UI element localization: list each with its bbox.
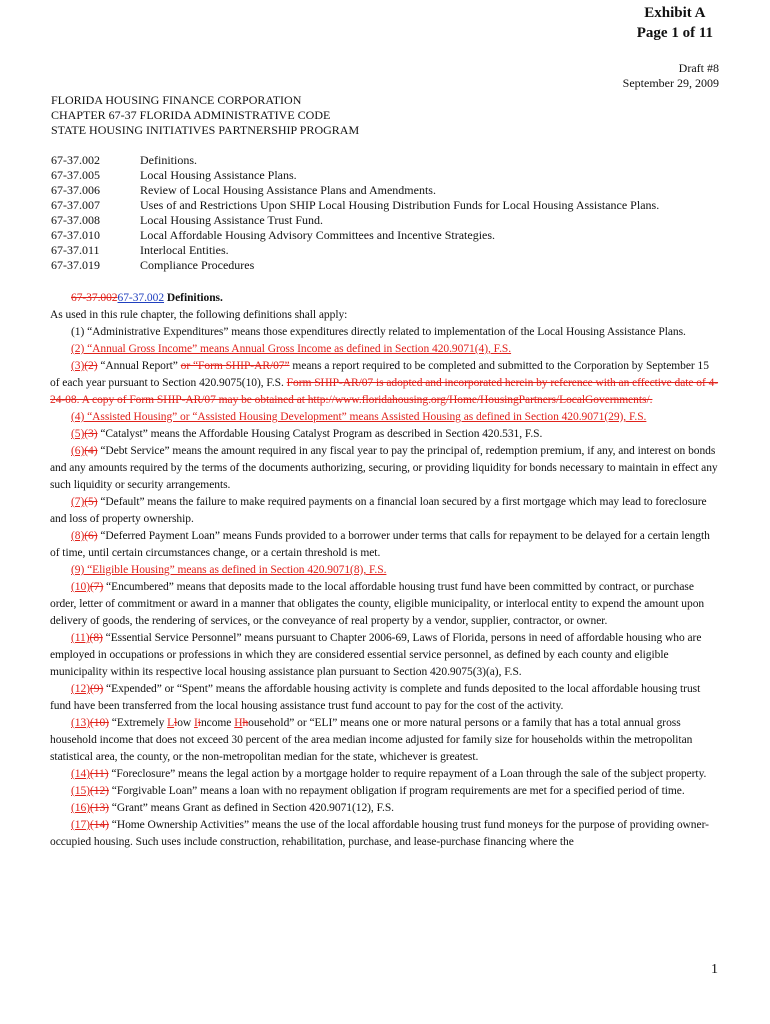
definition-13: [50, 715, 720, 766]
toc-title: Local Housing Assistance Trust Fund.: [140, 213, 324, 227]
added-number: (5): [71, 428, 85, 440]
toc-number: 67-37.007: [51, 198, 100, 212]
definition-14: [50, 766, 720, 783]
toc-title: Definitions.: [140, 153, 197, 167]
header-line-2: CHAPTER 67-37 FLORIDA ADMINISTRATIVE CODE: [51, 108, 331, 122]
definition-4-text: (4) “Assisted Housing” or “Assisted Housing Development” means Assisted Housing as defined in Section 420.9071(29), F.S.: [71, 411, 647, 423]
draft-number: Draft #8: [678, 61, 719, 75]
toc-title: Interlocal Entities.: [140, 243, 229, 257]
deleted-number: (9): [89, 683, 104, 695]
deleted-number: (11): [89, 768, 109, 780]
definition-12: [50, 681, 720, 715]
definition-text: “Foreclosure” means the legal action by a mortgage holder to require repayment of a Loan through the sale of the subject property.: [108, 768, 707, 780]
deleted-letter: i: [197, 717, 201, 729]
definition-text: ncome: [200, 717, 235, 729]
definition-7: [50, 494, 720, 528]
document-header: [51, 93, 359, 138]
definition-text: means a report required to be completed and submitted to the Corporation by September 15 of each year pursuant to Section 420.9075(10), F.S.: [50, 360, 709, 389]
added-number: (11): [71, 632, 90, 644]
toc-row: [51, 183, 659, 198]
toc-number: 67-37.010: [51, 228, 100, 242]
definition-5: [50, 426, 720, 443]
definition-16: [50, 800, 720, 817]
toc-row: [51, 153, 659, 168]
definition-text: “Extremely: [108, 717, 168, 729]
toc-row: [51, 228, 659, 243]
definition-text: “Encumbered” means that deposits made to the local affordable housing trust fund have been committed by contract, or purchase order, letter of commitment or award in a manner that obligates the county, eligible municipality, or interlocal entity to expend the amount upon delivery of goods, the rendering of services, or the conveyance of real property by a vendor, supplier, contractor, or owner.: [50, 581, 705, 627]
deleted-number: (14): [89, 819, 109, 831]
definition-15: [50, 783, 720, 800]
header-line-3: STATE HOUSING INITIATIVES PARTNERSHIP PROGRAM: [51, 123, 360, 137]
definition-4: [50, 409, 720, 426]
toc-title: Uses of and Restrictions Upon SHIP Local Housing Distribution Funds for Local Housing Assistance Plans.: [140, 198, 660, 212]
toc-title: Compliance Procedures: [140, 258, 255, 272]
definition-11: [50, 630, 720, 681]
toc-number: 67-37.019: [51, 258, 100, 272]
deleted-letter: l: [174, 717, 178, 729]
toc-row: [51, 258, 659, 273]
definition-17: [50, 817, 720, 851]
toc-number: 67-37.011: [51, 243, 100, 257]
toc-title: Review of Local Housing Assistance Plans and Amendments.: [140, 183, 436, 197]
toc-row: [51, 243, 659, 258]
deleted-number: (7): [89, 581, 104, 593]
added-number: (7): [71, 496, 85, 508]
toc-title: Local Housing Assistance Plans.: [140, 168, 297, 182]
added-number: (17): [71, 819, 90, 831]
deleted-number: (10): [89, 717, 109, 729]
section-number-added: 67-37.002: [117, 292, 165, 304]
definition-3: [50, 358, 720, 409]
definition-2-text: (2) “Annual Gross Income” means Annual Gross Income as defined in Section 420.9071(4), F.S.: [71, 343, 512, 355]
draft-date: September 29, 2009: [622, 76, 719, 90]
added-number: (10): [71, 581, 90, 593]
header-line-1: FLORIDA HOUSING FINANCE CORPORATION: [51, 93, 302, 107]
added-number: (12): [71, 683, 90, 695]
toc-row: [51, 213, 659, 228]
toc-number: 67-37.006: [51, 183, 100, 197]
toc-title: Local Affordable Housing Advisory Committees and Incentive Strategies.: [140, 228, 496, 242]
toc-number: 67-37.002: [51, 153, 100, 167]
definition-text: “Deferred Payment Loan” means Funds provided to a borrower under terms that calls for repayment to be delayed for a certain length of time, until certain circumstances change, or a certain threshold is met.: [50, 530, 710, 559]
deleted-number: (4): [84, 445, 98, 457]
definition-8: [50, 528, 720, 562]
definition-text: “Grant” means Grant as defined in Section 420.9071(12), F.S.: [108, 802, 395, 814]
definition-text: “Home Ownership Activities” means the use of the local affordable housing trust fund moneys for the purpose of providing owner-occupied housing. Such uses include construction, rehabilitation, purchase, and lease-purchase financing where the: [50, 819, 709, 848]
definition-10: [50, 579, 720, 630]
definition-text: ousehold” or “ELI” means one or more natural persons or a family that has a total annual gross household income that does not exceed 30 percent of the area median income adjusted for family size for households within the metropolitan statistical area, the county, or the non-metropolitan median for the state, whichever is greatest.: [50, 717, 693, 763]
deleted-letter: h: [242, 717, 249, 729]
added-number: (3): [71, 360, 85, 372]
section-title: Definitions.: [164, 292, 223, 304]
toc-number: 67-37.005: [51, 168, 100, 182]
definition-text: “Catalyst” means the Affordable Housing Catalyst Program as described in Section 420.531, F.S.: [97, 428, 543, 440]
definition-1: (1) “Administrative Expenditures” means those expenditures directly related to implementation of the Local Housing Assistance Plans.: [71, 326, 686, 338]
table-of-contents: [51, 153, 659, 273]
deleted-number: (6): [84, 530, 98, 542]
deleted-number: (5): [84, 496, 98, 508]
section-number-deleted: 67-37.002: [71, 292, 118, 304]
added-number: (8): [71, 530, 85, 542]
added-letter: L: [167, 717, 175, 729]
draft-info: [623, 61, 719, 91]
exhibit-title: Exhibit A: [644, 5, 706, 21]
added-number: (14): [71, 768, 90, 780]
definition-text: “Expended” or “Spent” means the affordable housing activity is complete and funds deposited to the local affordable housing trust fund have been transferred from the local housing assistance trust fund account to pay for the cost of the activity.: [50, 683, 701, 712]
definition-text: “Essential Service Personnel” means pursuant to Chapter 2006-69, Laws of Florida, persons in need of affordable housing who are employed in occupations or professions in which they are considered essential service personnel, as defined by each county and eligible municipality within its respective local housing assistance plan pursuant to Section 420.9075(3)(a), F.S.: [50, 632, 702, 678]
deleted-number: (3): [84, 428, 98, 440]
added-number: (16): [71, 802, 90, 814]
definition-text: ow: [177, 717, 195, 729]
definition-9-text: (9) “Eligible Housing” means as defined in Section 420.9071(8), F.S.: [71, 564, 387, 576]
definition-text: “Forgivable Loan” means a loan with no repayment obligation if program requirements are met for a specified period of time.: [108, 785, 685, 797]
definition-text: “Debt Service” means the amount required in any fiscal year to pay the principal of, redemption premium, if any, and interest on bonds and any amounts required by the terms of the documents authorizing, securing, or providing liquidity for bonds necessary to maintain in effect any such liquidity or security arrangements.: [50, 445, 718, 491]
deleted-number: (12): [89, 785, 109, 797]
exhibit-label: [637, 3, 713, 43]
added-number: (15): [71, 785, 90, 797]
added-number: (13): [71, 717, 90, 729]
section-heading: [50, 290, 720, 307]
deleted-text: Form SHIP-AR/07 is adopted and incorporated herein by reference with an effective date of 4-24-08. A copy of Form SHIP-AR/07 may be obtained at http://www.floridahousing.org/Home/HousingPartners/LocalGovernments/.: [50, 377, 719, 406]
definition-9: [50, 562, 720, 579]
definition-text: “Annual Report”: [97, 360, 181, 372]
definitions-body: [50, 290, 720, 851]
toc-row: [51, 198, 659, 213]
definition-6: [50, 443, 720, 494]
toc-number: 67-37.008: [51, 213, 100, 227]
deleted-number: (8): [89, 632, 103, 644]
added-number: (6): [71, 445, 85, 457]
exhibit-page: Page 1 of 11: [636, 25, 713, 41]
page-number: 1: [711, 962, 718, 977]
toc-row: [51, 168, 659, 183]
deleted-number: (13): [89, 802, 109, 814]
definition-2: [50, 341, 720, 358]
deleted-text: or “Form SHIP-AR/07”: [180, 360, 290, 372]
deleted-number: (2): [84, 360, 98, 372]
added-letter: I: [194, 717, 198, 729]
definition-text: “Default” means the failure to make required payments on a financial loan secured by a first mortgage which may lead to foreclosure and loss of property ownership.: [50, 496, 707, 525]
added-letter: H: [234, 717, 243, 729]
section-intro: As used in this rule chapter, the following definitions shall apply:: [50, 309, 348, 321]
